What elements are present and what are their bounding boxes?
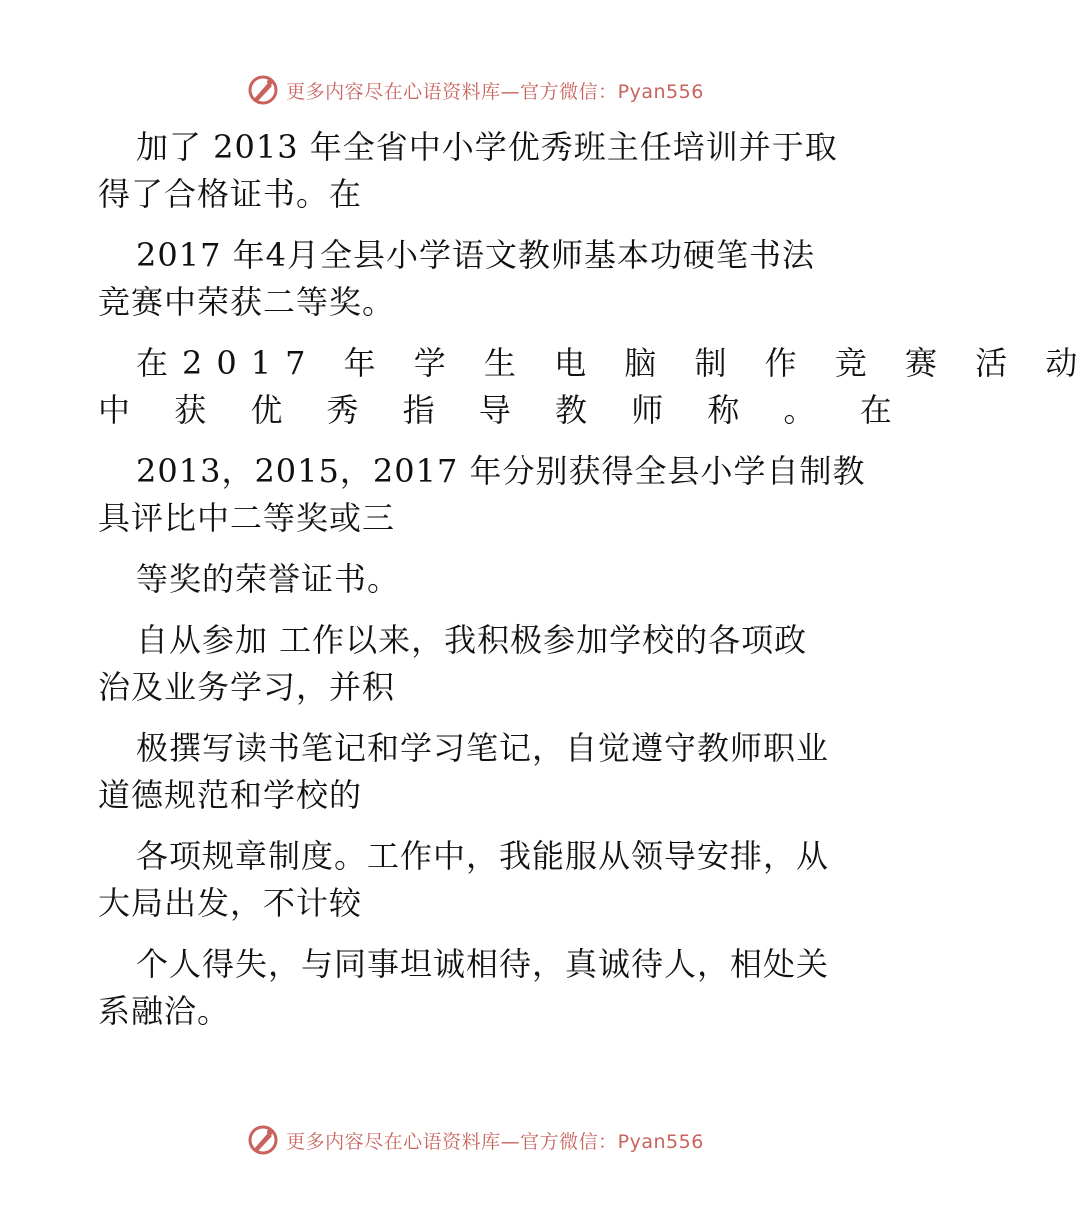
header-watermark [0,70,950,110]
text-line: 2017 年4月全县小学语文教师基本功硬笔书法 [136,236,815,274]
text-line: 大局出发，不计较 [98,884,363,922]
text-line: 2013，2015，2017 年分别获得全县小学自制教 [136,452,866,490]
pen-logo-icon [246,1123,280,1157]
text-line: 等奖的荣誉证书。 [136,560,401,598]
text-line: 个人得失，与同事坦诚相待，真诚待人，相处关 [136,945,830,983]
text-line: 治及业务学习，并积 [98,668,396,706]
text-line: 各项规章制度。工作中，我能服从领导安排，从 [136,837,830,875]
footer-watermark [0,1120,950,1160]
text-line: 系融洽。 [98,992,231,1030]
text-line: 道德规范和学校的 [98,776,363,814]
text-line: 中 获 优 秀 指 导 教 师 称 。 在 [98,391,909,429]
text-line: 自从参加 工作以来，我积极参加学校的各项政 [136,621,808,659]
pen-logo-icon [246,73,280,107]
text-line: 竞赛中荣获二等奖。 [98,283,396,321]
text-line: 在2017 年 学 生 电 脑 制 作 竞 赛 活 动 [136,344,1091,382]
body-text [98,124,1091,1035]
watermark-text: 更多内容尽在心语资料库—官方微信：Pyan556 [286,80,704,103]
watermark-text: 更多内容尽在心语资料库—官方微信：Pyan556 [286,1130,704,1153]
text-line: 加了 2013 年全省中小学优秀班主任培训并于取 [136,128,838,166]
text-line: 得了合格证书。在 [98,175,363,213]
text-line: 具评比中二等奖或三 [98,499,396,537]
text-line: 极撰写读书笔记和学习笔记，自觉遵守教师职业 [136,729,830,767]
